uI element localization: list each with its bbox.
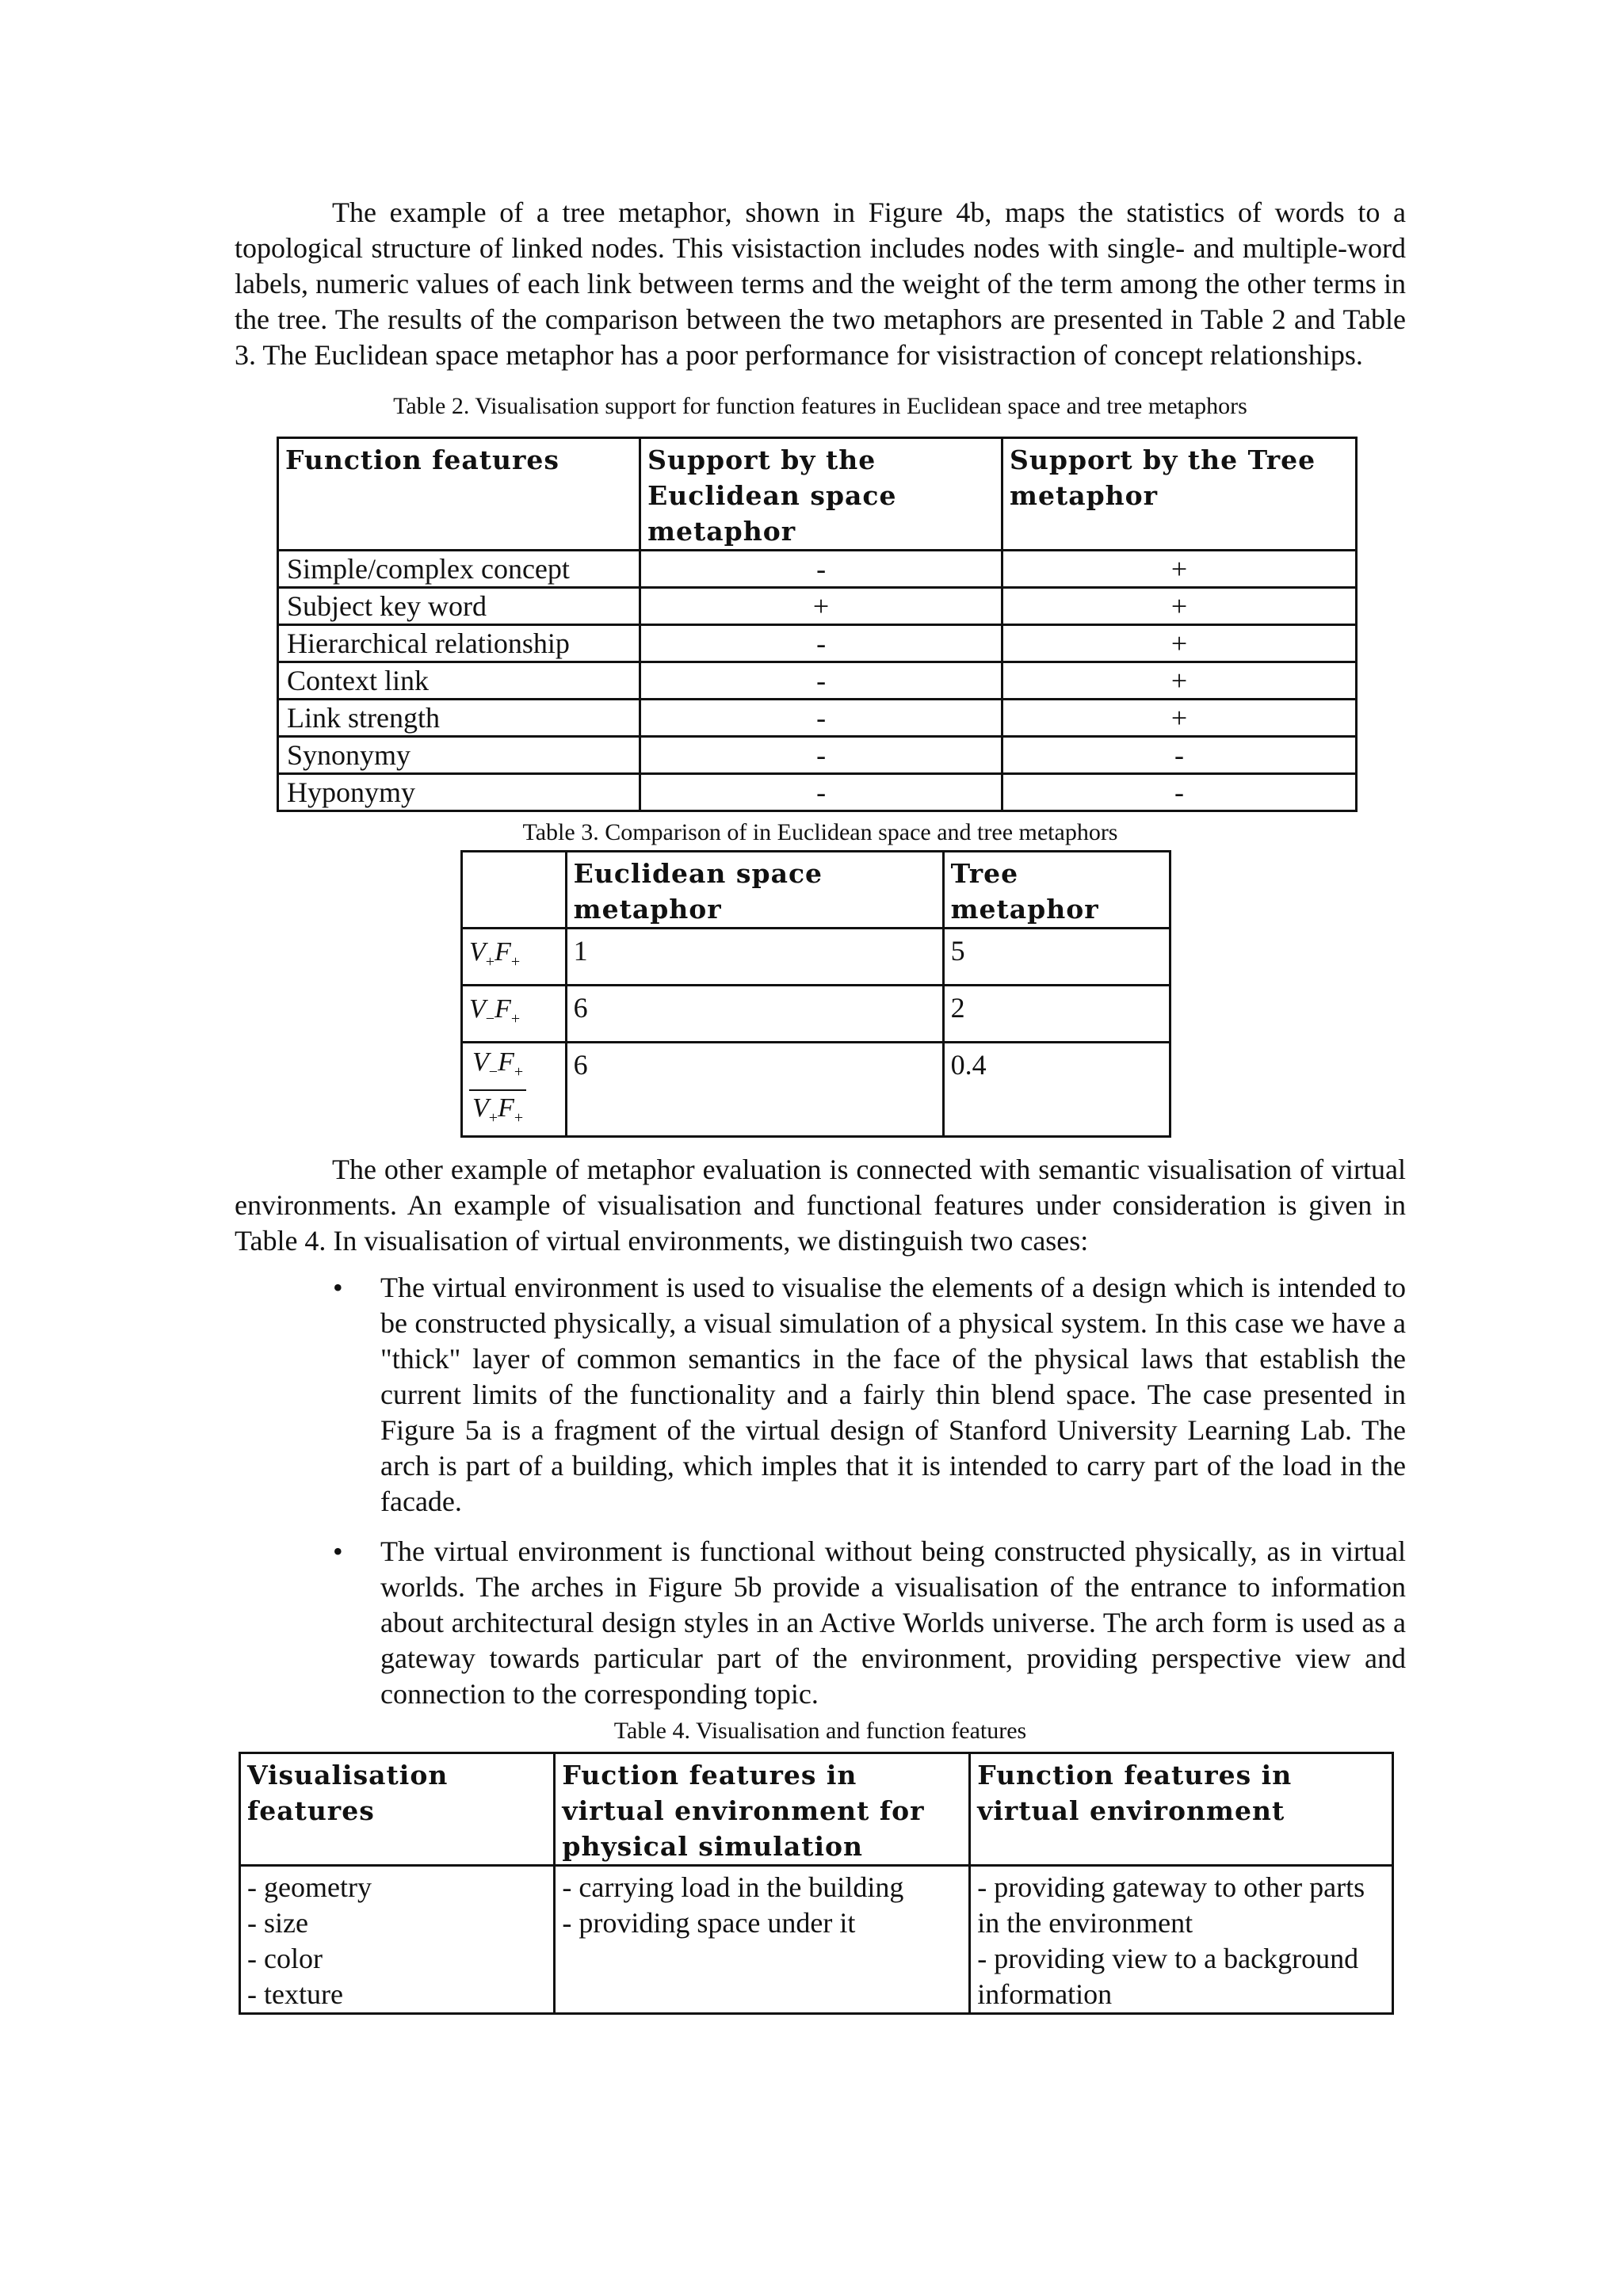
table2-tree-cell: -: [1002, 737, 1357, 774]
table2-feature-cell: Context link: [278, 662, 640, 700]
table3-symbol-cell: [462, 1043, 567, 1137]
list-item: [235, 1270, 1406, 1520]
table2-tree-cell: +: [1002, 551, 1357, 588]
table2-euclidean-cell: -: [640, 737, 1002, 774]
table2-feature-cell: Simple/complex concept: [278, 551, 640, 588]
table4-header-row: [240, 1753, 1393, 1866]
table2-euclidean-cell: -: [640, 625, 1002, 662]
table2-tree-cell: +: [1002, 625, 1357, 662]
table3-euclidean-cell: 1: [566, 929, 943, 986]
table2-euclidean-cell: -: [640, 774, 1002, 811]
table-row: [278, 662, 1357, 700]
table2-caption: Table 2. Visualisation support for function features in Euclidean space and tree metaphors: [393, 393, 1247, 419]
table2-header-row: [278, 438, 1357, 551]
table2-euclidean-cell: -: [640, 551, 1002, 588]
table2-tree-cell: +: [1002, 700, 1357, 737]
bullet-text: The virtual environment is used to visualise the elements of a design which is intended to be constructed physically, a visual simulation of a physical system. In this case we have a "thick" layer of common semantics in the face of the physical laws that establish the current limits of the functionality and a fairly thin blend space. The case presented in Figure 5a is a fragment of the virtual design of Stanford University Learning Lab. The arch is part of a building, which imples that it is intended to carry part of the load in the facade.: [380, 1272, 1406, 1517]
table2-euclidean-cell: -: [640, 662, 1002, 700]
symbol-v-plus-f-plus: $V_+F_+$: [469, 937, 521, 971]
table4-header-cell: Fuction features in virtual environment for physical simulation: [555, 1753, 970, 1866]
list-item: - texture: [247, 1978, 343, 2010]
symbol-v-minus-f-plus: $V_-F_+$: [469, 994, 521, 1028]
table2-feature-cell: Hierarchical relationship: [278, 625, 640, 662]
page: [235, 195, 1406, 2015]
table4-header-cell: Visualisation features: [240, 1753, 555, 1866]
table4-caption: Table 4. Visualisation and function features: [613, 1718, 1027, 1744]
table2-header-cell: Function features: [278, 438, 640, 551]
table2-header-cell: Support by the Euclidean space metaphor: [640, 438, 1002, 551]
table2-feature-cell: Subject key word: [278, 588, 640, 625]
table2-tree-cell: -: [1002, 774, 1357, 811]
table4-visual-cell: [240, 1866, 555, 2014]
symbol-ratio-fraction: $\frac{V_-F_+}{V_+F_+}$: [469, 1043, 526, 1135]
table2-header-cell: Support by the Tree metaphor: [1002, 438, 1357, 551]
bullet-icon: •: [333, 1272, 343, 1303]
bullet-text: The virtual environment is functional without being constructed physically, as in virtual worlds. The arches in Figure 5b provide a visualisation of the entrance to information about architectural design styles in an Active Worlds universe. The arch form is used as a gateway towards particular part of the environment, providing perspective view and connection to the corresponding topic.: [380, 1535, 1406, 1710]
table3-caption: Table 3. Comparison of in Euclidean space and tree metaphors: [522, 819, 1118, 845]
bullet-list: [235, 1270, 1406, 1712]
table2: [277, 437, 1358, 812]
table-row: [278, 774, 1357, 811]
table-row: [278, 625, 1357, 662]
table3-tree-cell: 5: [943, 929, 1170, 986]
table2-feature-cell: Link strength: [278, 700, 640, 737]
table4: [239, 1752, 1394, 2015]
table2-tree-cell: +: [1002, 588, 1357, 625]
paragraph-tree-metaphor: The example of a tree metaphor, shown in Figure 4b, maps the statistics of words to a topological structure of linked nodes. This visistaction includes nodes with single- and multiple-word labels, numeric values of each link between terms and the weight of the term among the other terms in the tree. The results of the comparison between the two metaphors are presented in Table 2 and Table 3. The Euclidean space metaphor has a poor performance for visistraction of concept relationships.: [235, 196, 1406, 371]
table-row: [462, 986, 1170, 1043]
table2-tree-cell: +: [1002, 662, 1357, 700]
list-item: - providing gateway to other parts in the environment: [977, 1871, 1365, 1939]
table-row: [278, 588, 1357, 625]
table3-tree-cell: 2: [943, 986, 1170, 1043]
table3-symbol-cell: [462, 929, 567, 986]
list-item: [235, 1534, 1406, 1712]
table-row: [278, 700, 1357, 737]
table4-physical-cell: [555, 1866, 970, 2014]
table2-feature-cell: Hyponymy: [278, 774, 640, 811]
table-row: [278, 737, 1357, 774]
list-item: - geometry: [247, 1871, 372, 1903]
list-item: - carrying load in the building: [562, 1871, 904, 1903]
bullet-icon: •: [333, 1535, 343, 1567]
table4-header-cell: Function features in virtual environment: [970, 1753, 1393, 1866]
table3: [460, 850, 1171, 1138]
table-row: [462, 1043, 1170, 1137]
list-item: - size: [247, 1907, 308, 1939]
table-row: [278, 551, 1357, 588]
table2-euclidean-cell: -: [640, 700, 1002, 737]
table-row: [462, 929, 1170, 986]
list-item: - color: [247, 1943, 323, 1974]
table3-symbol-cell: [462, 986, 567, 1043]
table3-header-cell: [462, 852, 567, 929]
table3-header-cell: Euclidean space metaphor: [566, 852, 943, 929]
table3-tree-cell: 0.4: [943, 1043, 1170, 1137]
table3-euclidean-cell: 6: [566, 1043, 943, 1137]
paragraph-virtual-environments: The other example of metaphor evaluation is connected with semantic visualisation of virtual environments. An example of visualisation and functional features under consideration is given in Table 4. In visualisation of virtual environments, we distinguish two cases:: [235, 1154, 1406, 1257]
list-item: - providing space under it: [562, 1907, 856, 1939]
table2-euclidean-cell: +: [640, 588, 1002, 625]
table2-feature-cell: Synonymy: [278, 737, 640, 774]
table3-euclidean-cell: 6: [566, 986, 943, 1043]
table4-virtual-cell: [970, 1866, 1393, 2014]
table3-header-cell: Tree metaphor: [943, 852, 1170, 929]
list-item: - providing view to a background information: [977, 1943, 1359, 2010]
table-row: [240, 1866, 1393, 2014]
table3-header-row: [462, 852, 1170, 929]
